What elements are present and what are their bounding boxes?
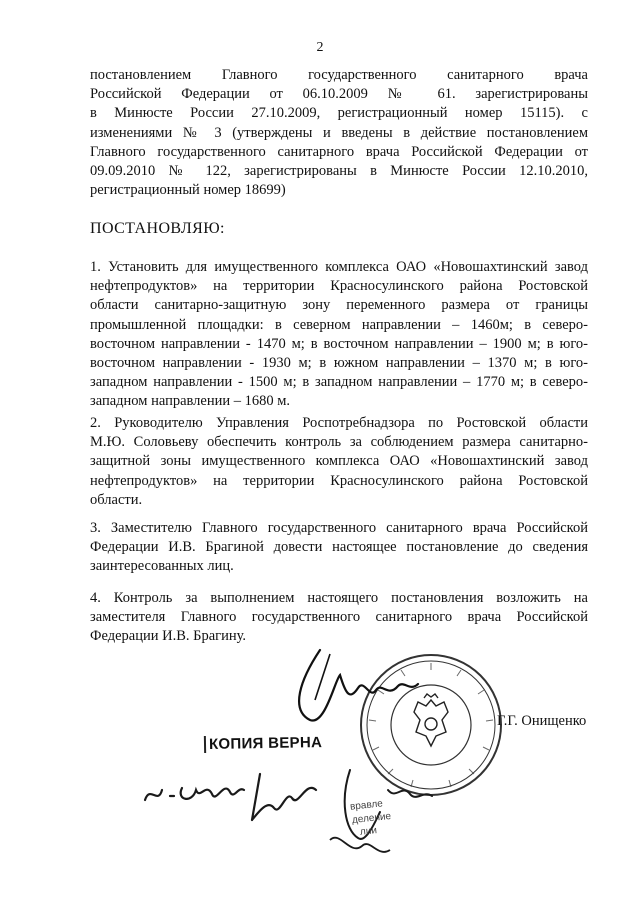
- item-line: 4. Контроль за выполнением настоящего постановления возложить на: [90, 590, 588, 606]
- intro-line: постановлением Главного государственного санитарного врача: [90, 67, 588, 83]
- decree-item-2: [90, 414, 588, 510]
- item-line: нефтепродуктов» на территории Красносулинского района Ростовской: [90, 472, 588, 489]
- item-line: 3. Заместителю Главного государственного санитарного врача Российской: [90, 520, 588, 536]
- item-line: западном направлении - 1500 м; в западном направлении – 1770 м; в северо-: [90, 374, 588, 391]
- intro-line: регистрационный номер 18699): [90, 182, 286, 199]
- item-line: западном направлении – 1680 м.: [90, 393, 291, 410]
- signatory-name: Г.Г. Онищенко: [497, 713, 587, 729]
- decree-item-3: [90, 519, 588, 577]
- stamp-fragment-text: вравле: [349, 798, 384, 813]
- decree-item-1: [90, 258, 588, 412]
- page-number: 2: [316, 40, 324, 55]
- item-line: промышленной площадки: в северном направлении – 1460м; в северо-: [90, 316, 588, 333]
- item-line: Федерации И.В. Брагину.: [90, 628, 247, 645]
- stamp-fragment-text: лии: [359, 825, 378, 838]
- intro-line: в Минюсте России 27.10.2009, регистрационный номер 15115). с: [90, 105, 588, 122]
- item-line: области санитарно-защитную зону переменного размера от границы: [90, 297, 588, 314]
- copy-certified-stamp: КОПИЯ ВЕРНА: [204, 734, 325, 753]
- item-line: области.: [90, 491, 143, 508]
- item-line: защитной зоны имущественного комплекса ОАО «Новошахтинский завод: [90, 453, 588, 470]
- item-line: 1. Установить для имущественного комплекса ОАО «Новошахтинский завод: [90, 259, 588, 275]
- item-line: восточном направлении - 1930 м; в южном направлении – 1370 м; в юго-: [90, 355, 588, 372]
- item-line: 2. Руководителю Управления Роспотребнадзора по Ростовской области: [90, 415, 588, 431]
- signature: [280, 640, 420, 730]
- item-line: нефтепродуктов» на территории Красносулинского района Ростовской: [90, 278, 588, 295]
- decree-item-4: [90, 589, 588, 647]
- intro-line: изменениями № 3 (утверждены и введены в действие постановлением: [90, 124, 588, 141]
- item-line: Федерации И.В. Брагиной довести настоящее постановление до сведения: [90, 539, 588, 556]
- intro-line: Главного государственного санитарного врача Российской Федерации от: [90, 143, 588, 160]
- stamp-fragment-text: деление: [351, 810, 392, 827]
- item-line: восточном направлении - 1470 м; в восточном направлении – 1900 м; в юго-: [90, 335, 588, 352]
- intro-line: Российской Федерации от 06.10.2009 № 61. зарегистрированы: [90, 86, 588, 103]
- item-line: заместителя Главного государственного санитарного врача Российской: [90, 609, 588, 626]
- decree-heading: ПОСТАНОВЛЯЮ:: [90, 220, 225, 237]
- intro-line: 09.09.2010 № 122, зарегистрированы в Минюсте России 12.10.2010,: [90, 163, 588, 180]
- intro-paragraph: [90, 66, 588, 200]
- item-line: М.Ю. Соловьеву обеспечить контроль за соблюдением размера санитарно-: [90, 434, 588, 451]
- handwritten-note: [140, 760, 440, 870]
- item-line: заинтересованных лиц.: [90, 558, 234, 575]
